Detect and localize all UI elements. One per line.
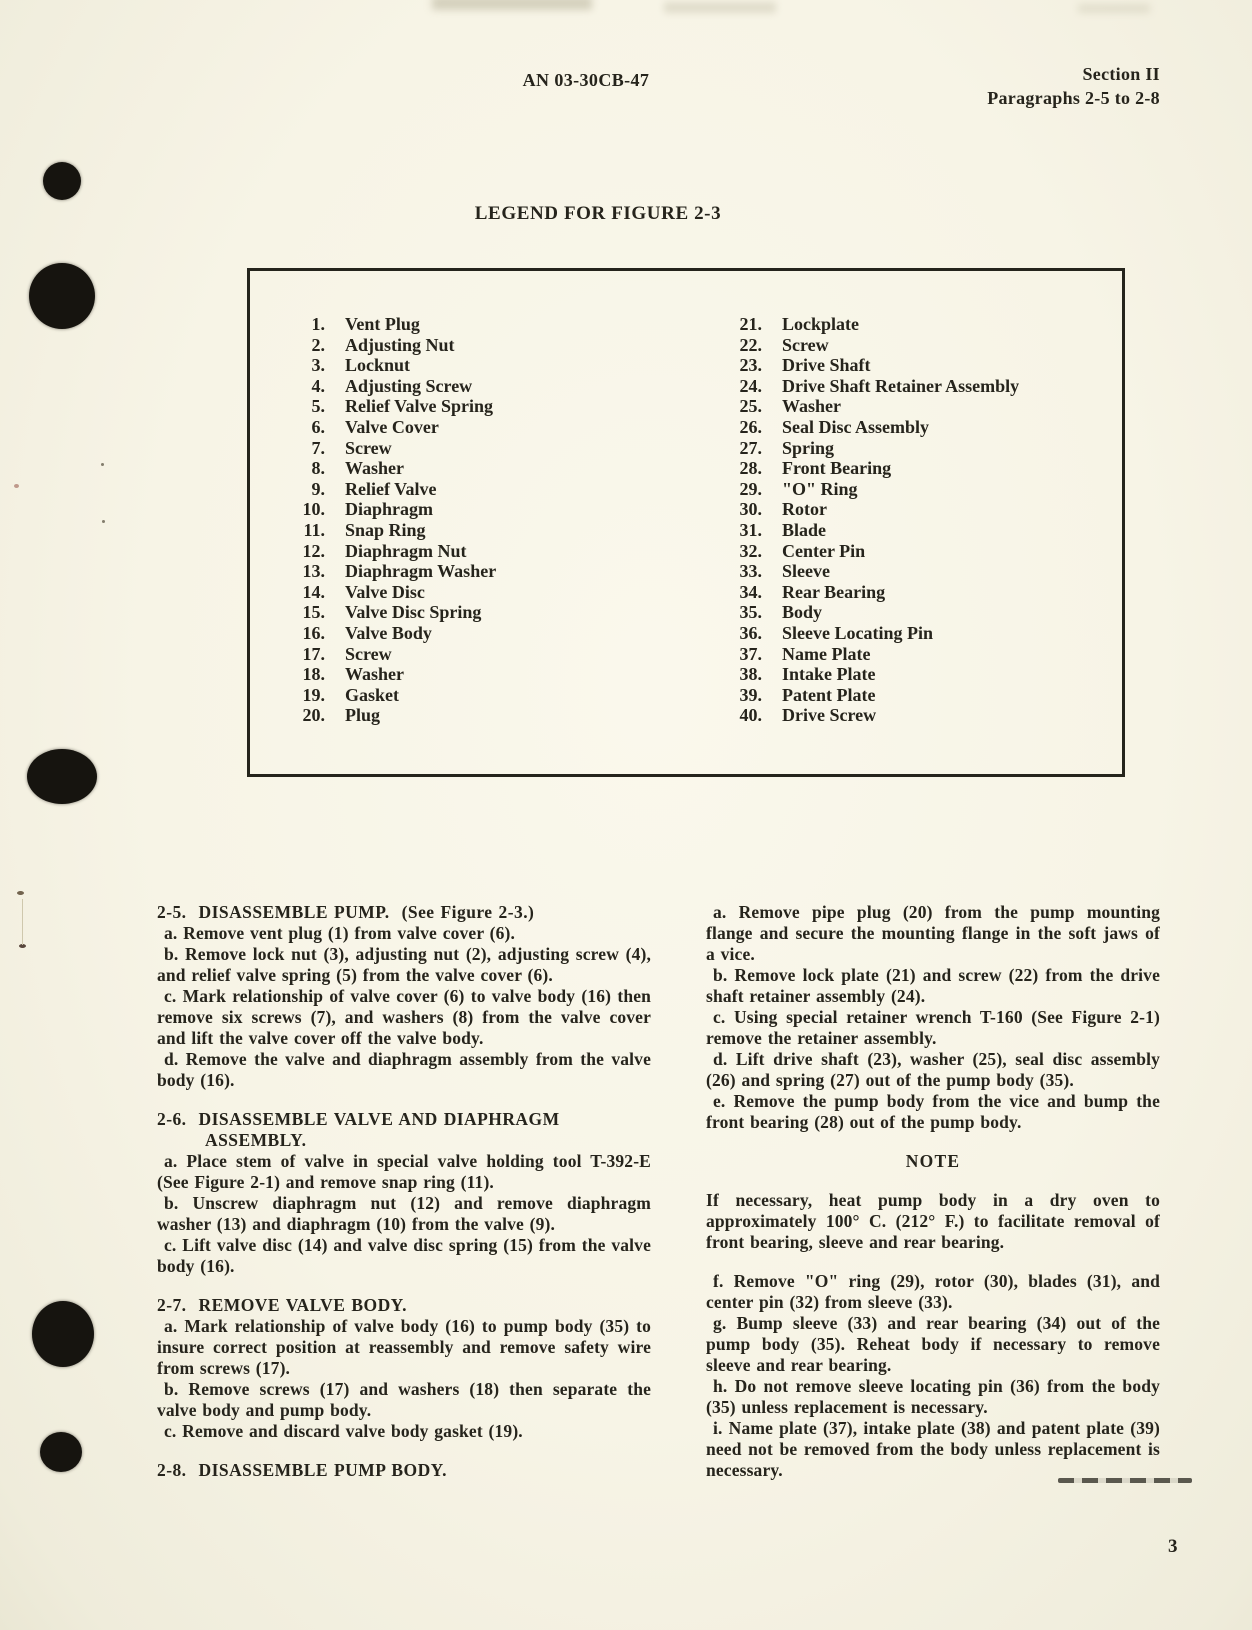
scan-speck [101, 463, 104, 466]
legend-item [715, 396, 1019, 417]
legend-item-number: 6. [311, 416, 325, 437]
procedure-step: c. Mark relationship of valve cover (6) to valve body (16) then remove six screws (7), and washers (8) from the valve cover and lift the valve cover off the valve body. [157, 986, 651, 1048]
legend-item-label: Relief Valve [345, 478, 437, 499]
legend-item-label: Screw [782, 334, 829, 355]
legend-item [293, 314, 496, 335]
legend-item-label: Plug [345, 705, 381, 726]
legend-item-number: 8. [311, 458, 325, 479]
procedure-step: a. Remove pipe plug (20) from the pump mounting flange and secure the mounting flange in the soft jaws of a vice. [706, 902, 1160, 964]
legend-item-label: Gasket [345, 684, 399, 705]
procedure-step: h. Do not remove sleeve locating pin (36) from the body (35) unless replacement is necessary. [706, 1376, 1160, 1417]
procedure-step: b. Remove lock nut (3), adjusting nut (2), adjusting screw (4), and relief valve spring (5) from the valve cover (6). [157, 944, 651, 985]
legend-item [715, 644, 1019, 665]
legend-item [715, 314, 1019, 335]
legend-item [715, 335, 1019, 356]
scan-speck [17, 891, 24, 895]
scan-scratch [22, 899, 23, 945]
legend-item-number: 31. [739, 519, 762, 540]
legend-item-number: 16. [302, 622, 325, 643]
legend-item-number: 1. [311, 314, 325, 334]
legend-item-label: Relief Valve Spring [345, 396, 494, 417]
procedure-step: i. Name plate (37), intake plate (38) and patent plate (39) need not be removed from the body unless replacement is necessary. [706, 1418, 1160, 1480]
legend-item-number: 38. [739, 664, 762, 685]
legend-item-number: 18. [302, 664, 325, 685]
procedure-step: a. Place stem of valve in special valve holding tool T-392-E (See Figure 2-1) and remove snap ring (11). [157, 1151, 651, 1192]
legend-item-number: 27. [739, 437, 762, 458]
legend-item-label: Vent Plug [345, 314, 420, 334]
legend-item-label: Valve Disc Spring [345, 602, 482, 623]
scan-speck [102, 520, 105, 523]
legend-item-number: 29. [739, 478, 762, 499]
scan-smudge [432, 0, 592, 10]
legend-item [293, 355, 496, 376]
legend-item-label: Patent Plate [782, 684, 876, 705]
legend-item [715, 541, 1019, 562]
legend-item-number: 26. [739, 416, 762, 437]
legend-item [293, 541, 496, 562]
legend-item-label: Spring [782, 437, 835, 458]
legend-box [247, 268, 1125, 777]
scan-smudge [1078, 4, 1150, 13]
legend-item-label: Front Bearing [782, 458, 892, 479]
legend-item-number: 32. [739, 540, 762, 561]
legend-item [293, 396, 496, 417]
section-heading: 2-8. DISASSEMBLE PUMP BODY. [157, 1460, 447, 1480]
procedure-step: d. Remove the valve and diaphragm assembly from the valve body (16). [157, 1049, 651, 1090]
legend-item [715, 623, 1019, 644]
legend-item [293, 602, 496, 623]
legend-item-number: 33. [739, 561, 762, 582]
legend-item [715, 438, 1019, 459]
procedure-step: a. Remove vent plug (1) from valve cover (6). [164, 923, 516, 943]
legend-item [293, 705, 496, 726]
legend-item-label: Screw [345, 643, 392, 664]
legend-item-label: Washer [345, 458, 405, 479]
scan-smudge [664, 2, 776, 13]
paragraph-range: Paragraphs 2-5 to 2-8 [987, 88, 1160, 108]
legend-item-label: Blade [782, 519, 827, 540]
legend-item-number: 10. [302, 499, 325, 520]
legend-item-number: 35. [739, 602, 762, 623]
legend-item-number: 37. [739, 643, 762, 664]
legend-item-label: Seal Disc Assembly [782, 416, 930, 437]
binding-hole [40, 1432, 82, 1472]
section-heading: 2-6. DISASSEMBLE VALVE AND DIAPHRAGM ASSEMBLY. [157, 1109, 560, 1150]
legend-item-label: Rear Bearing [782, 581, 886, 602]
legend-item-label: Drive Shaft [782, 355, 871, 376]
legend-item-number: 28. [739, 458, 762, 479]
legend-item-number: 11. [303, 519, 325, 540]
legend-item-label: Washer [782, 396, 842, 417]
legend-item [293, 644, 496, 665]
legend-item [293, 664, 496, 685]
legend-item-number: 19. [302, 684, 325, 705]
note-text: If necessary, heat pump body in a dry oven to approximately 100° C. (212° F.) to facilitate removal of front bearing, sleeve and rear bearing. [706, 1190, 1160, 1252]
binding-hole [29, 263, 95, 329]
legend-item-number: 12. [302, 540, 325, 561]
legend-column-right [715, 314, 1019, 726]
binding-hole [32, 1301, 94, 1367]
note-heading: NOTE [905, 1151, 961, 1171]
legend-item-label: "O" Ring [782, 478, 858, 499]
legend-item-label: Sleeve Locating Pin [782, 622, 933, 643]
legend-item-number: 15. [302, 602, 325, 623]
legend-item-number: 23. [739, 355, 762, 376]
legend-item-label: Rotor [782, 499, 827, 520]
legend-item-label: Lockplate [782, 314, 860, 334]
legend-item-number: 24. [739, 375, 762, 396]
binding-hole [27, 749, 97, 804]
procedure-step: d. Lift drive shaft (23), washer (25), seal disc assembly (26) and spring (27) out of the pump body (35). [706, 1049, 1160, 1090]
legend-item-number: 30. [739, 499, 762, 520]
header-section-info [987, 62, 1160, 110]
procedure-step: c. Remove and discard valve body gasket (19). [164, 1421, 523, 1441]
legend-item [293, 438, 496, 459]
legend-item-number: 13. [302, 561, 325, 582]
procedure-step: c. Lift valve disc (14) and valve disc spring (15) from the valve body (16). [157, 1235, 651, 1276]
legend-item-number: 5. [311, 396, 325, 417]
text-column-right [706, 902, 1160, 1481]
legend-item-number: 2. [311, 334, 325, 355]
procedure-step: b. Unscrew diaphragm nut (12) and remove diaphragm washer (13) and diaphragm (10) from the valve (9). [157, 1193, 651, 1234]
legend-item [293, 376, 496, 397]
legend-item [715, 499, 1019, 520]
legend-item-number: 7. [311, 437, 325, 458]
page-number: 3 [1168, 1536, 1178, 1557]
legend-item [715, 602, 1019, 623]
procedure-step: f. Remove "O" ring (29), rotor (30), blades (31), and center pin (32) from sleeve (33). [706, 1271, 1160, 1312]
legend-item-number: 14. [302, 581, 325, 602]
legend-item [293, 417, 496, 438]
legend-item [293, 520, 496, 541]
legend-item-label: Diaphragm Nut [345, 540, 467, 561]
scan-speck [14, 484, 19, 488]
legend-item [293, 623, 496, 644]
legend-item-number: 22. [739, 334, 762, 355]
legend-item [715, 458, 1019, 479]
legend-title: LEGEND FOR FIGURE 2-3 [474, 203, 722, 224]
legend-item [715, 479, 1019, 500]
legend-item-label: Name Plate [782, 643, 871, 664]
legend-item-number: 3. [311, 355, 325, 376]
legend-item [293, 335, 496, 356]
legend-item-label: Body [782, 602, 823, 623]
legend-item-number: 25. [739, 396, 762, 417]
legend-column-left [293, 314, 496, 726]
legend-item-label: Valve Body [345, 622, 432, 643]
legend-item-number: 21. [739, 314, 762, 334]
procedure-step: c. Using special retainer wrench T-160 (See Figure 2-1) remove the retainer assembly. [706, 1007, 1160, 1048]
legend-item-number: 39. [739, 684, 762, 705]
legend-item-label: Adjusting Screw [345, 375, 473, 396]
legend-item-label: Valve Disc [345, 581, 425, 602]
legend-item-number: 9. [311, 478, 325, 499]
legend-item-number: 17. [302, 643, 325, 664]
section-heading: 2-7. REMOVE VALVE BODY. [157, 1295, 407, 1315]
legend-item-label: Drive Shaft Retainer Assembly [782, 375, 1020, 396]
legend-item-label: Intake Plate [782, 664, 876, 685]
legend-item [715, 417, 1019, 438]
legend-item-number: 40. [739, 705, 762, 726]
legend-item-number: 34. [739, 581, 762, 602]
legend-item [715, 705, 1019, 726]
legend-item-label: Snap Ring [345, 519, 426, 540]
section-heading: 2-5. DISASSEMBLE PUMP. (See Figure 2-3.) [157, 902, 535, 922]
legend-item [293, 499, 496, 520]
legend-item [293, 582, 496, 603]
scan-streak [1058, 1478, 1192, 1483]
legend-item [715, 685, 1019, 706]
legend-item-label: Adjusting Nut [345, 334, 455, 355]
procedure-step: a. Mark relationship of valve body (16) to pump body (35) to insure correct position at reassembly and remove safety wire from screws (17). [157, 1316, 651, 1378]
legend-item [715, 520, 1019, 541]
legend-item [715, 582, 1019, 603]
legend-item-label: Locknut [345, 355, 411, 376]
legend-item [715, 376, 1019, 397]
legend-item [293, 458, 496, 479]
legend-item [715, 561, 1019, 582]
section-label: Section II [1082, 64, 1160, 84]
legend-item-label: Diaphragm Washer [345, 561, 497, 582]
doc-number: AN 03-30CB-47 [522, 70, 650, 90]
legend-item-number: 4. [311, 375, 325, 396]
procedure-step: b. Remove lock plate (21) and screw (22) from the drive shaft retainer assembly (24). [706, 965, 1160, 1006]
legend-item-number: 20. [302, 705, 325, 726]
legend-item-label: Valve Cover [345, 416, 439, 437]
procedure-step: g. Bump sleeve (33) and rear bearing (34) out of the pump body (35). Reheat body if necessary to remove sleeve and rear bearing. [706, 1313, 1160, 1375]
legend-item [715, 664, 1019, 685]
procedure-step: e. Remove the pump body from the vice and bump the front bearing (28) out of the pump body. [706, 1091, 1160, 1132]
legend-item-label: Drive Screw [782, 705, 877, 726]
legend-item [293, 685, 496, 706]
legend-item [715, 355, 1019, 376]
legend-item [293, 561, 496, 582]
legend-item-label: Screw [345, 437, 392, 458]
text-column-left [157, 902, 651, 1481]
legend-item-label: Diaphragm [345, 499, 434, 520]
binding-hole [43, 162, 81, 200]
legend-item [293, 479, 496, 500]
legend-item-number: 36. [739, 622, 762, 643]
procedure-step: b. Remove screws (17) and washers (18) then separate the valve body and pump body. [157, 1379, 651, 1420]
legend-item-label: Sleeve [782, 561, 830, 582]
legend-item-label: Center Pin [782, 540, 866, 561]
legend-item-label: Washer [345, 664, 405, 685]
